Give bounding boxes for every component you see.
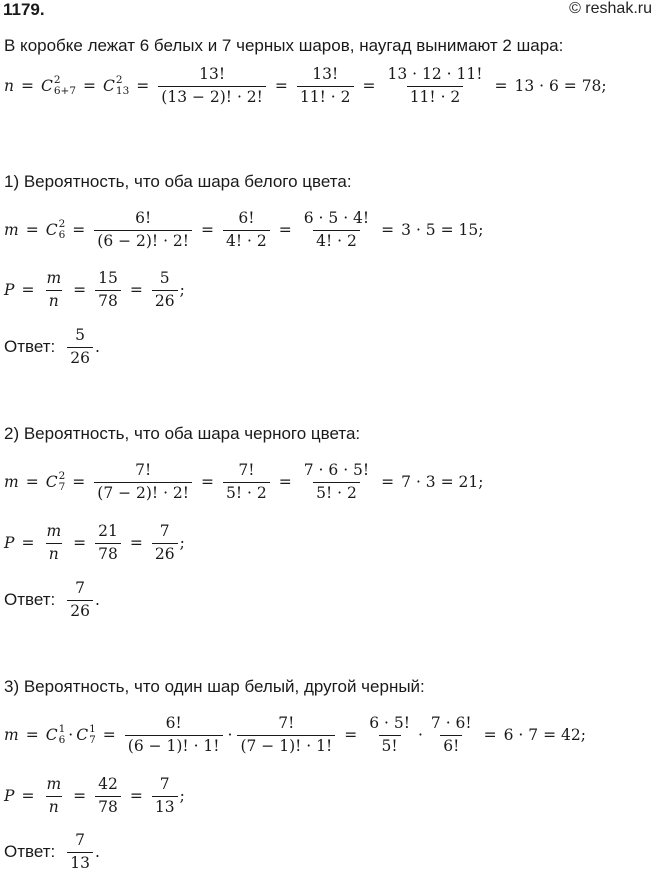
combination-c-6-7: C 2 6+7 <box>40 74 77 98</box>
part1-m-result: 3 · 5 = 15; <box>401 221 484 240</box>
combination-c-13: C 2 13 <box>103 74 130 98</box>
fraction: $\frac{7}{13}$ <box>152 776 178 817</box>
fraction: $\frac{m}{n}$ <box>46 269 62 310</box>
fraction: $\frac{42}{78}$ <box>95 776 121 817</box>
combination-c-6-1: C 1 6 <box>45 723 66 747</box>
fraction: $\frac{7!}{(7 - 2)! \cdot 2!}$ <box>94 462 192 503</box>
answer-fraction: $\frac{5}{26}$ <box>67 327 93 368</box>
answer-fraction: $\frac{7}{26}$ <box>67 580 93 621</box>
fraction: $\frac{21}{78}$ <box>95 523 121 564</box>
problem-statement: В коробке лежат 6 белых и 7 черных шаров, наугад вынимают 2 шара: <box>4 36 564 55</box>
fraction: $\frac{6!}{4! \cdot 2}$ <box>223 210 270 251</box>
part3-answer: Ответ: $\frac{7}{13}$ . <box>4 831 100 872</box>
fraction: $\frac{13!}{11! \cdot 2}$ <box>297 66 354 107</box>
fraction: $\frac{7!}{(7 - 1)! \cdot 1!}$ <box>237 715 335 756</box>
fraction: $\frac{m}{n}$ <box>46 775 62 816</box>
combination-c-7-1: C 1 7 <box>76 723 96 747</box>
part3-title: 3) Вероятность, что один шар белый, другой черный: <box>4 677 425 696</box>
fraction: $\frac{7 \cdot 6 \cdot 5!}{5! \cdot 2}$ <box>303 461 370 502</box>
combination-c-7-2: C 2 7 <box>45 470 66 494</box>
n-result: 13 · 6 = 78; <box>514 77 607 96</box>
fraction: $\frac{13 \cdot 12 \cdot 11!}{11! \cdot 2}$ <box>387 65 483 106</box>
answer-fraction: $\frac{7}{13}$ <box>67 832 93 873</box>
part2-p-formula: P = $\frac{m}{n}$ = $\frac{21}{78}$ = $\frac{7}{26}$ ; <box>4 522 185 563</box>
part1-answer: Ответ: $\frac{5}{26}$ . <box>4 326 100 367</box>
problem-number: 1179. <box>3 0 45 19</box>
fraction: $\frac{6!}{(6 - 2)! \cdot 2!}$ <box>94 210 192 251</box>
fraction: $\frac{15}{78}$ <box>95 270 121 311</box>
fraction: $\frac{m}{n}$ <box>46 522 62 563</box>
fraction: $\frac{7}{26}$ <box>152 523 178 564</box>
part2-m-formula: m = C 2 7 = $\frac{7!}{(7 - 2)! \cdot 2!}$ = $\frac{7!}{5! \cdot 2}$ = $\frac{7 \cdot 6 \cdot 5!}{5! \cdot 2}$ = 7 · 3 = 21; <box>4 461 484 502</box>
fraction: $\frac{7 \cdot 6!}{6!}$ <box>430 714 472 755</box>
site-credit: © reshak.ru <box>569 0 652 17</box>
fraction: $\frac{6 \cdot 5!}{5!}$ <box>369 714 410 755</box>
part1-m-formula: m = C 2 6 = $\frac{6!}{(6 - 2)! \cdot 2!}$ = $\frac{6!}{4! \cdot 2}$ = $\frac{6 \cdot 5 \cdot 4!}{4! \cdot 2}$ = 3 · 5 = 15; <box>4 209 484 250</box>
fraction: $\frac{6 \cdot 5 \cdot 4!}{4! \cdot 2}$ <box>303 209 370 250</box>
var-n: n <box>4 77 14 96</box>
part2-answer: Ответ: $\frac{7}{26}$ . <box>4 579 100 620</box>
fraction: $\frac{6!}{(6 - 1)! \cdot 1!}$ <box>125 715 223 756</box>
part2-m-result: 7 · 3 = 21; <box>401 473 484 492</box>
part1-title: 1) Вероятность, что оба шара белого цвета: <box>4 172 352 191</box>
part2-title: 2) Вероятность, что оба шара черного цвета: <box>4 424 361 443</box>
fraction: $\frac{7!}{5! \cdot 2}$ <box>223 462 270 503</box>
combination-c-6-2: C 2 6 <box>45 218 66 242</box>
fraction: $\frac{13!}{(13 - 2)! \cdot 2!}$ <box>158 66 266 107</box>
part3-p-formula: P = $\frac{m}{n}$ = $\frac{42}{78}$ = $\frac{7}{13}$ ; <box>4 775 185 816</box>
part3-m-result: 6 · 7 = 42; <box>503 726 586 745</box>
total-outcomes-formula: n = C 2 6+7 = C 2 13 = $\frac{13!}{(13 - 2)! \cdot 2!}$ = $\frac{13!}{11! \cdot 2}$ = $\frac{13 \cdot 12 \cdot 11!}{11! \cdot 2}$ = 13 · 6 = 78; <box>4 65 607 106</box>
fraction: $\frac{5}{26}$ <box>152 270 178 311</box>
part3-m-formula: m = C 1 6 · C 1 7 = $\frac{6!}{(6 - 1)! \cdot 1!}$ · $\frac{7!}{(7 - 1)! \cdot 1!}$ = $\frac{6 \cdot 5!}{5!}$ · $\frac{7 \cdot 6!}{6!}$ = 6 · 7 = 42; <box>4 714 586 755</box>
part1-p-formula: P = $\frac{m}{n}$ = $\frac{15}{78}$ = $\frac{5}{26}$ ; <box>4 269 185 310</box>
